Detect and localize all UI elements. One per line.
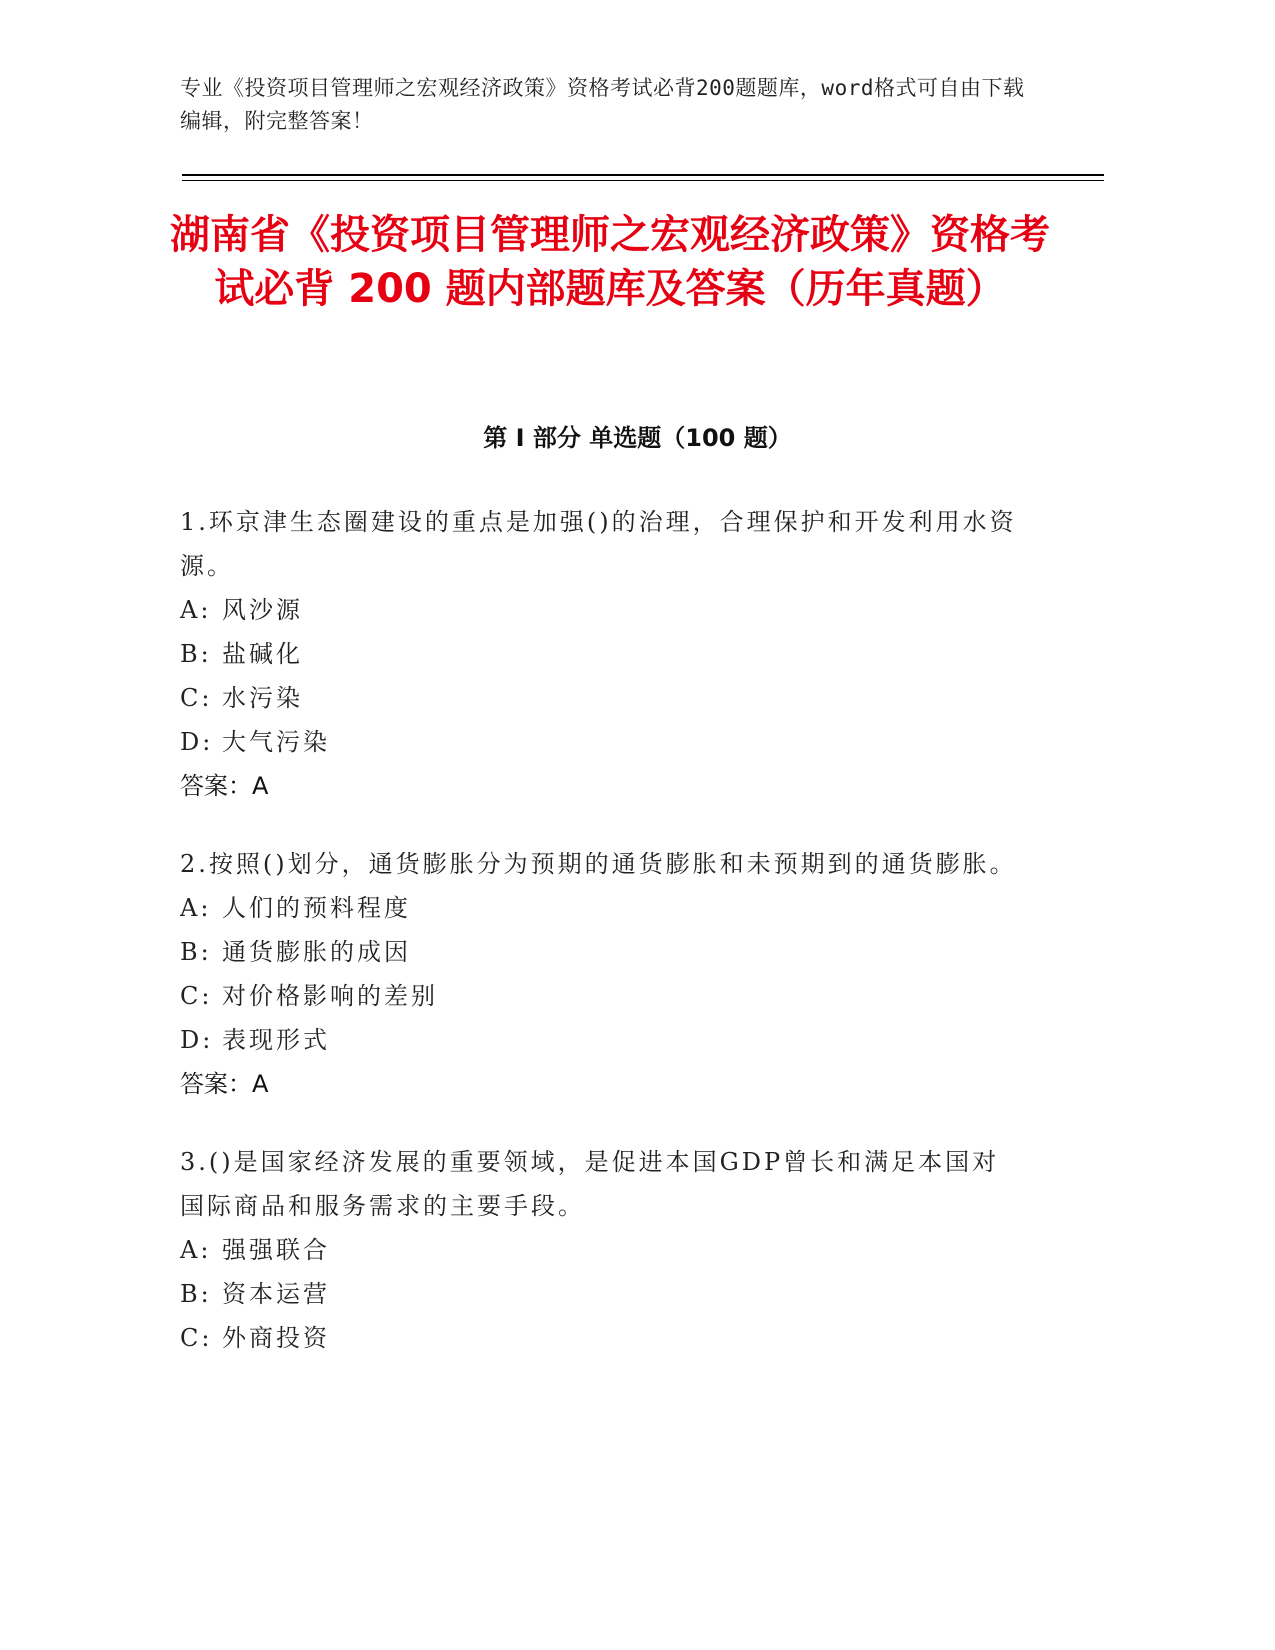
option-d <box>180 1018 1020 1062</box>
option-key: A: <box>180 894 212 922</box>
option-key: C: <box>180 684 213 712</box>
header-note: 专业《投资项目管理师之宏观经济政策》资格考试必背200题题库，word格式可自由下载编辑，附完整答案！ <box>180 76 1025 133</box>
option-key: B: <box>180 1280 212 1308</box>
option-text: 表现形式 <box>222 1026 330 1054</box>
option-text: 外商投资 <box>222 1324 330 1352</box>
option-text: 对价格影响的差别 <box>222 982 438 1010</box>
option-text: 大气污染 <box>222 728 330 756</box>
question-list <box>180 500 1020 1394</box>
option-text: 人们的预料程度 <box>222 894 411 922</box>
question-stem: 3.()是国家经济发展的重要领域，是促进本国GDP曾长和满足本国对国际商品和服务需求的主要手段。 <box>180 1148 1000 1220</box>
document-title: 湖南省《投资项目管理师之宏观经济政策》资格考试必背 200 题内部题库及答案（历年真题） <box>170 212 1050 312</box>
option-c <box>180 974 1020 1018</box>
option-key: B: <box>180 640 212 668</box>
option-c <box>180 1316 1020 1360</box>
header-divider-thin <box>182 180 1104 181</box>
answer-line: 答案：A <box>180 772 269 800</box>
option-c <box>180 676 1020 720</box>
option-a <box>180 886 1020 930</box>
option-d <box>180 720 1020 764</box>
option-key: C: <box>180 982 213 1010</box>
option-text: 水污染 <box>222 684 303 712</box>
option-a <box>180 588 1020 632</box>
question-stem: 2.按照()划分，通货膨胀分为预期的通货膨胀和未预期到的通货膨胀。 <box>180 850 1017 878</box>
option-key: D: <box>180 1026 214 1054</box>
question-1 <box>180 500 1020 808</box>
option-text: 盐碱化 <box>222 640 303 668</box>
question-2 <box>180 842 1020 1106</box>
option-key: B: <box>180 938 212 966</box>
question-3 <box>180 1140 1020 1360</box>
option-key: A: <box>180 1236 212 1264</box>
option-a <box>180 1228 1020 1272</box>
section-heading: 第 I 部分 单选题（100 题） <box>483 424 792 452</box>
option-b <box>180 930 1020 974</box>
option-text: 强强联合 <box>222 1236 330 1264</box>
option-key: A: <box>180 596 212 624</box>
question-stem: 1.环京津生态圈建设的重点是加强()的治理，合理保护和开发利用水资源。 <box>180 508 1017 580</box>
option-text: 通货膨胀的成因 <box>222 938 411 966</box>
option-b <box>180 1272 1020 1316</box>
option-text: 风沙源 <box>222 596 303 624</box>
option-key: D: <box>180 728 214 756</box>
option-b <box>180 632 1020 676</box>
header-divider-thick <box>182 174 1104 176</box>
answer-line: 答案：A <box>180 1070 269 1098</box>
option-key: C: <box>180 1324 213 1352</box>
option-text: 资本运营 <box>222 1280 330 1308</box>
